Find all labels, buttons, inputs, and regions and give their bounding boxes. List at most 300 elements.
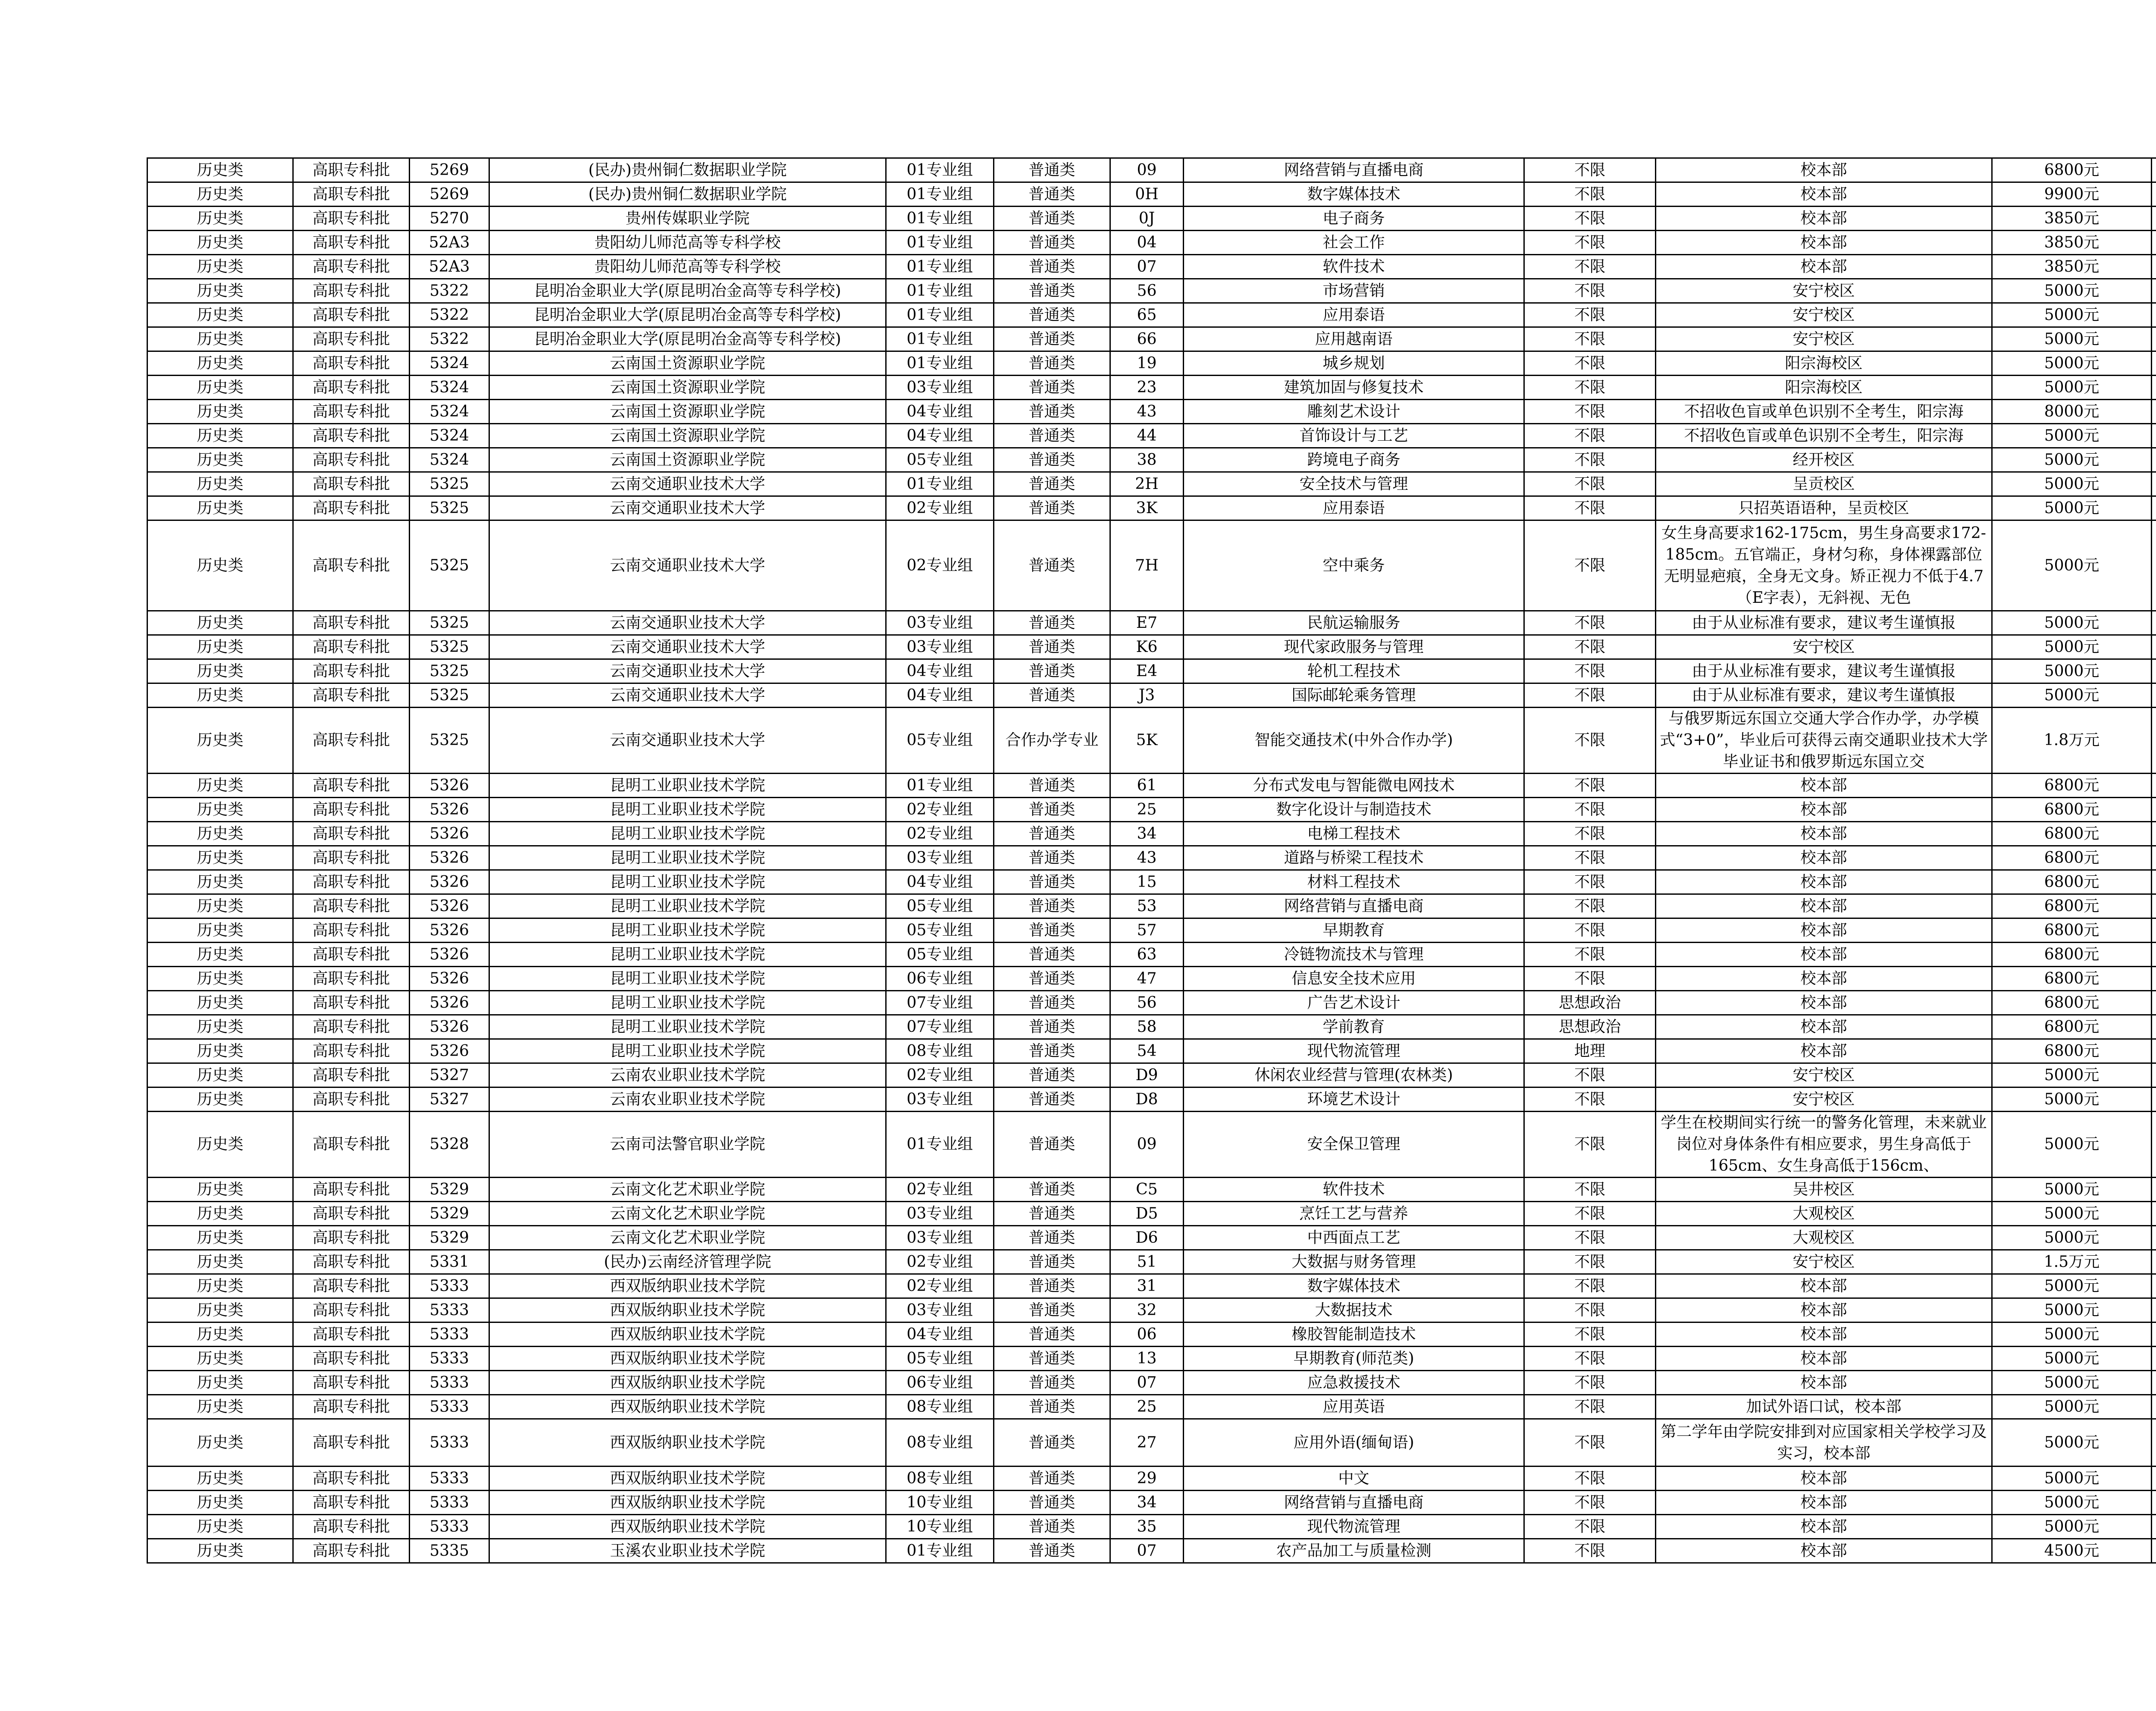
major-group-cell: 01专业组 — [886, 1112, 994, 1178]
remarks-cell: 安宁校区 — [1656, 327, 1992, 351]
subject-requirement-cell: 不限 — [1524, 1226, 1656, 1250]
plan-count-cell — [2152, 683, 2156, 708]
batch-cell: 高职专科批 — [293, 1226, 410, 1250]
tuition-cell: 5000元 — [1992, 376, 2152, 400]
table-body — [147, 158, 2156, 1563]
plan-count-cell — [2152, 472, 2156, 496]
table-row — [147, 1063, 2156, 1087]
table-row — [147, 611, 2156, 635]
plan-count-cell — [2152, 635, 2156, 659]
plan-count-cell — [2152, 279, 2156, 303]
major-code-cell: 25 — [1110, 798, 1184, 822]
plan-count-cell — [2152, 1322, 2156, 1347]
school-name-cell: 昆明工业职业技术学院 — [489, 991, 886, 1015]
plan-count-cell — [2152, 870, 2156, 894]
school-code-cell: 5333 — [410, 1419, 489, 1467]
table-row — [147, 798, 2156, 822]
major-group-cell: 02专业组 — [886, 1274, 994, 1298]
major-code-cell: K6 — [1110, 635, 1184, 659]
major-code-cell: 07 — [1110, 1539, 1184, 1563]
school-name-cell: (民办)云南经济管理学院 — [489, 1250, 886, 1274]
school-name-cell: (民办)贵州铜仁数据职业学院 — [489, 158, 886, 182]
remarks-cell: 校本部 — [1656, 798, 1992, 822]
major-group-cell: 04专业组 — [886, 659, 994, 683]
batch-cell: 高职专科批 — [293, 870, 410, 894]
major-name-cell: 电子商务 — [1184, 207, 1524, 231]
remarks-text: 第二学年由学院安排到对应国家相关学校学习及实习，校本部 — [1661, 1423, 1987, 1462]
subject-requirement-cell: 不限 — [1524, 822, 1656, 846]
category-cell: 普通类 — [994, 1039, 1110, 1063]
school-code-cell: 5326 — [410, 846, 489, 870]
remarks-cell: 校本部 — [1656, 1298, 1992, 1322]
school-code-cell: 5333 — [410, 1515, 489, 1539]
school-code-cell: 5325 — [410, 611, 489, 635]
major-name-cell: 学前教育 — [1184, 1015, 1524, 1039]
school-name-cell: 云南国土资源职业学院 — [489, 351, 886, 376]
batch-cell: 高职专科批 — [293, 376, 410, 400]
major-name-cell: 建筑加固与修复技术 — [1184, 376, 1524, 400]
subject-requirement-cell: 不限 — [1524, 1419, 1656, 1467]
major-group-cell: 01专业组 — [886, 207, 994, 231]
category-cell: 普通类 — [994, 1112, 1110, 1178]
remarks-cell: 安宁校区 — [1656, 303, 1992, 327]
major-code-cell: 32 — [1110, 1298, 1184, 1322]
major-name-cell: 民航运输服务 — [1184, 611, 1524, 635]
remarks-cell: 只招英语语种，呈贡校区 — [1656, 496, 1992, 520]
table-row — [147, 448, 2156, 472]
batch-cell: 高职专科批 — [293, 351, 410, 376]
plan-count-cell — [2152, 798, 2156, 822]
major-group-cell: 06专业组 — [886, 967, 994, 991]
batch-cell: 高职专科批 — [293, 1322, 410, 1347]
batch-cell: 高职专科批 — [293, 520, 410, 611]
school-name-cell: 昆明工业职业技术学院 — [489, 774, 886, 798]
category-cell: 普通类 — [994, 303, 1110, 327]
school-name-cell: 云南文化艺术职业学院 — [489, 1226, 886, 1250]
category-cell: 普通类 — [994, 231, 1110, 255]
category-cell: 普通类 — [994, 611, 1110, 635]
subject-requirement-cell: 不限 — [1524, 967, 1656, 991]
major-name-cell: 应用外语(缅甸语) — [1184, 1419, 1524, 1467]
major-code-cell: 5K — [1110, 708, 1184, 774]
plan-count-cell — [2152, 1347, 2156, 1371]
major-code-cell: 0H — [1110, 182, 1184, 207]
school-name-cell: 西双版纳职业技术学院 — [489, 1322, 886, 1347]
subject-requirement-cell: 不限 — [1524, 1202, 1656, 1226]
subject-category-cell: 历史类 — [147, 1039, 293, 1063]
major-name-cell: 网络营销与直播电商 — [1184, 894, 1524, 918]
subject-category-cell: 历史类 — [147, 1371, 293, 1395]
major-group-cell: 02专业组 — [886, 496, 994, 520]
category-cell: 普通类 — [994, 327, 1110, 351]
batch-cell: 高职专科批 — [293, 400, 410, 424]
table-row — [147, 351, 2156, 376]
remarks-text: 学生在校期间实行统一的警务化管理，未来就业岗位对身体条件有相应要求，男生身高低于165cm、女生身高低于156cm、 — [1661, 1114, 1987, 1175]
tuition-cell: 8000元 — [1992, 400, 2152, 424]
major-name-cell: 电梯工程技术 — [1184, 822, 1524, 846]
major-group-cell: 03专业组 — [886, 1087, 994, 1112]
school-name-cell: 云南交通职业技术大学 — [489, 472, 886, 496]
major-group-cell: 01专业组 — [886, 351, 994, 376]
plan-count-cell — [2152, 659, 2156, 683]
remarks-cell: 校本部 — [1656, 182, 1992, 207]
tuition-cell: 5000元 — [1992, 1274, 2152, 1298]
major-name-cell: 中文 — [1184, 1467, 1524, 1491]
subject-category-cell: 历史类 — [147, 1347, 293, 1371]
subject-category-cell: 历史类 — [147, 424, 293, 448]
major-code-cell: 13 — [1110, 1347, 1184, 1371]
plan-count-cell — [2152, 1112, 2156, 1178]
batch-cell: 高职专科批 — [293, 846, 410, 870]
subject-category-cell: 历史类 — [147, 822, 293, 846]
major-code-cell: E4 — [1110, 659, 1184, 683]
batch-cell: 高职专科批 — [293, 1063, 410, 1087]
table-row — [147, 231, 2156, 255]
major-code-cell: 31 — [1110, 1274, 1184, 1298]
remarks-cell: 不招收色盲或单色识别不全考生，阳宗海 — [1656, 400, 1992, 424]
category-cell: 合作办学专业 — [994, 708, 1110, 774]
remarks-cell: 校本部 — [1656, 255, 1992, 279]
major-name-cell: 广告艺术设计 — [1184, 991, 1524, 1015]
major-group-cell: 03专业组 — [886, 846, 994, 870]
subject-requirement-cell: 不限 — [1524, 279, 1656, 303]
batch-cell: 高职专科批 — [293, 683, 410, 708]
major-code-cell: 54 — [1110, 1039, 1184, 1063]
plan-count-cell — [2152, 611, 2156, 635]
subject-requirement-cell: 不限 — [1524, 207, 1656, 231]
plan-count-cell — [2152, 182, 2156, 207]
batch-cell: 高职专科批 — [293, 774, 410, 798]
remarks-cell: 校本部 — [1656, 943, 1992, 967]
subject-category-cell: 历史类 — [147, 991, 293, 1015]
category-cell: 普通类 — [994, 1515, 1110, 1539]
subject-category-cell: 历史类 — [147, 774, 293, 798]
table-row — [147, 1347, 2156, 1371]
school-code-cell: 5329 — [410, 1178, 489, 1202]
tuition-cell: 5000元 — [1992, 1178, 2152, 1202]
tuition-cell: 6800元 — [1992, 1039, 2152, 1063]
table-row — [147, 303, 2156, 327]
school-code-cell: 5325 — [410, 635, 489, 659]
subject-category-cell: 历史类 — [147, 279, 293, 303]
plan-count-cell — [2152, 1515, 2156, 1539]
subject-category-cell: 历史类 — [147, 520, 293, 611]
major-group-cell: 04专业组 — [886, 424, 994, 448]
major-group-cell: 02专业组 — [886, 822, 994, 846]
category-cell: 普通类 — [994, 182, 1110, 207]
plan-count-cell — [2152, 448, 2156, 472]
tuition-cell: 9900元 — [1992, 182, 2152, 207]
subject-requirement-cell: 不限 — [1524, 303, 1656, 327]
batch-cell: 高职专科批 — [293, 1015, 410, 1039]
subject-category-cell: 历史类 — [147, 327, 293, 351]
school-name-cell: 昆明工业职业技术学院 — [489, 846, 886, 870]
batch-cell: 高职专科批 — [293, 255, 410, 279]
batch-cell: 高职专科批 — [293, 943, 410, 967]
tuition-cell: 6800元 — [1992, 158, 2152, 182]
subject-category-cell: 历史类 — [147, 1467, 293, 1491]
major-group-cell: 03专业组 — [886, 376, 994, 400]
tuition-cell: 5000元 — [1992, 303, 2152, 327]
major-group-cell: 03专业组 — [886, 1226, 994, 1250]
remarks-cell: 校本部 — [1656, 1039, 1992, 1063]
table-row — [147, 279, 2156, 303]
school-name-cell: 贵阳幼儿师范高等专科学校 — [489, 231, 886, 255]
school-code-cell: 5326 — [410, 967, 489, 991]
plan-count-cell — [2152, 520, 2156, 611]
tuition-cell: 5000元 — [1992, 1063, 2152, 1087]
subject-category-cell: 历史类 — [147, 182, 293, 207]
major-group-cell: 01专业组 — [886, 303, 994, 327]
plan-count-cell — [2152, 496, 2156, 520]
remarks-cell: 校本部 — [1656, 846, 1992, 870]
school-name-cell: 玉溪农业职业技术学院 — [489, 1539, 886, 1563]
major-code-cell: 29 — [1110, 1467, 1184, 1491]
subject-category-cell: 历史类 — [147, 1491, 293, 1515]
table-row — [147, 1491, 2156, 1515]
major-group-cell: 08专业组 — [886, 1419, 994, 1467]
plan-count-cell — [2152, 1491, 2156, 1515]
plan-count-cell — [2152, 708, 2156, 774]
table-row — [147, 635, 2156, 659]
major-group-cell: 03专业组 — [886, 1202, 994, 1226]
subject-category-cell: 历史类 — [147, 894, 293, 918]
major-name-cell: 环境艺术设计 — [1184, 1087, 1524, 1112]
major-group-cell: 05专业组 — [886, 894, 994, 918]
major-group-cell: 03专业组 — [886, 611, 994, 635]
subject-requirement-cell: 不限 — [1524, 798, 1656, 822]
table-row — [147, 1178, 2156, 1202]
subject-category-cell: 历史类 — [147, 400, 293, 424]
major-code-cell: 09 — [1110, 158, 1184, 182]
major-code-cell: 65 — [1110, 303, 1184, 327]
school-name-cell: 西双版纳职业技术学院 — [489, 1491, 886, 1515]
batch-cell: 高职专科批 — [293, 1178, 410, 1202]
major-code-cell: 47 — [1110, 967, 1184, 991]
tuition-cell: 1.8万元 — [1992, 708, 2152, 774]
subject-category-cell: 历史类 — [147, 1322, 293, 1347]
subject-requirement-cell: 不限 — [1524, 1515, 1656, 1539]
remarks-cell: 大观校区 — [1656, 1202, 1992, 1226]
plan-count-cell — [2152, 822, 2156, 846]
school-code-cell: 5328 — [410, 1112, 489, 1178]
batch-cell: 高职专科批 — [293, 231, 410, 255]
tuition-cell: 1.5万元 — [1992, 1250, 2152, 1274]
major-name-cell: 软件技术 — [1184, 255, 1524, 279]
category-cell: 普通类 — [994, 1322, 1110, 1347]
category-cell: 普通类 — [994, 991, 1110, 1015]
school-name-cell: 昆明工业职业技术学院 — [489, 1039, 886, 1063]
category-cell: 普通类 — [994, 448, 1110, 472]
tuition-cell: 3850元 — [1992, 255, 2152, 279]
school-name-cell: 云南文化艺术职业学院 — [489, 1178, 886, 1202]
category-cell: 普通类 — [994, 846, 1110, 870]
category-cell: 普通类 — [994, 400, 1110, 424]
batch-cell: 高职专科批 — [293, 424, 410, 448]
major-group-cell: 06专业组 — [886, 1371, 994, 1395]
subject-requirement-cell: 不限 — [1524, 158, 1656, 182]
major-group-cell: 01专业组 — [886, 472, 994, 496]
category-cell: 普通类 — [994, 798, 1110, 822]
category-cell: 普通类 — [994, 822, 1110, 846]
plan-count-cell — [2152, 1015, 2156, 1039]
subject-category-cell: 历史类 — [147, 798, 293, 822]
tuition-cell: 6800元 — [1992, 822, 2152, 846]
table-row — [147, 1395, 2156, 1419]
plan-count-cell — [2152, 1087, 2156, 1112]
school-name-cell: 昆明工业职业技术学院 — [489, 822, 886, 846]
plan-count-cell — [2152, 967, 2156, 991]
school-code-cell: 5326 — [410, 894, 489, 918]
major-name-cell: 大数据与财务管理 — [1184, 1250, 1524, 1274]
batch-cell: 高职专科批 — [293, 158, 410, 182]
plan-count-cell — [2152, 1371, 2156, 1395]
major-name-cell: 轮机工程技术 — [1184, 659, 1524, 683]
major-name-cell: 网络营销与直播电商 — [1184, 1491, 1524, 1515]
category-cell: 普通类 — [994, 472, 1110, 496]
major-name-cell: 现代家政服务与管理 — [1184, 635, 1524, 659]
major-code-cell: 35 — [1110, 1515, 1184, 1539]
subject-category-cell: 历史类 — [147, 708, 293, 774]
subject-category-cell: 历史类 — [147, 1112, 293, 1178]
remarks-cell: 校本部 — [1656, 1322, 1992, 1347]
school-name-cell: 云南国土资源职业学院 — [489, 448, 886, 472]
tuition-cell: 5000元 — [1992, 1298, 2152, 1322]
category-cell: 普通类 — [994, 1087, 1110, 1112]
school-name-cell: 西双版纳职业技术学院 — [489, 1395, 886, 1419]
tuition-cell: 6800元 — [1992, 1015, 2152, 1039]
major-group-cell: 01专业组 — [886, 774, 994, 798]
school-code-cell: 5322 — [410, 303, 489, 327]
major-name-cell: 应急救援技术 — [1184, 1371, 1524, 1395]
subject-requirement-cell: 不限 — [1524, 376, 1656, 400]
school-name-cell: 西双版纳职业技术学院 — [489, 1515, 886, 1539]
remarks-cell — [1656, 1112, 1992, 1178]
major-code-cell: 09 — [1110, 1112, 1184, 1178]
major-group-cell: 03专业组 — [886, 1298, 994, 1322]
school-code-cell: 52A3 — [410, 255, 489, 279]
table-row — [147, 1039, 2156, 1063]
major-code-cell: 04 — [1110, 231, 1184, 255]
school-code-cell: 5326 — [410, 1039, 489, 1063]
remarks-cell: 校本部 — [1656, 1371, 1992, 1395]
major-name-cell: 数字媒体技术 — [1184, 1274, 1524, 1298]
table-row — [147, 1371, 2156, 1395]
major-code-cell: 38 — [1110, 448, 1184, 472]
major-name-cell: 大数据技术 — [1184, 1298, 1524, 1322]
table-row — [147, 424, 2156, 448]
school-name-cell: 云南国土资源职业学院 — [489, 400, 886, 424]
subject-category-cell: 历史类 — [147, 496, 293, 520]
major-code-cell: 66 — [1110, 327, 1184, 351]
remarks-text: 女生身高要求162-175cm，男生身高要求172-185cm。五官端正，身材匀称，身体裸露部位无明显疤痕，全身无文身。矫正视力不低于4.7（E字表），无斜视、无色 — [1661, 524, 1986, 607]
major-name-cell: 跨境电子商务 — [1184, 448, 1524, 472]
tuition-cell: 6800元 — [1992, 774, 2152, 798]
table-row — [147, 1226, 2156, 1250]
plan-count-cell — [2152, 424, 2156, 448]
remarks-cell: 由于从业标准有要求，建议考生谨慎报 — [1656, 683, 1992, 708]
school-name-cell: 昆明工业职业技术学院 — [489, 798, 886, 822]
major-name-cell: 数字化设计与制造技术 — [1184, 798, 1524, 822]
batch-cell: 高职专科批 — [293, 1419, 410, 1467]
table-row — [147, 659, 2156, 683]
remarks-cell: 由于从业标准有要求，建议考生谨慎报 — [1656, 659, 1992, 683]
remarks-cell: 校本部 — [1656, 822, 1992, 846]
category-cell: 普通类 — [994, 1395, 1110, 1419]
school-name-cell: 昆明工业职业技术学院 — [489, 870, 886, 894]
category-cell: 普通类 — [994, 1202, 1110, 1226]
category-cell: 普通类 — [994, 1467, 1110, 1491]
table-row — [147, 1250, 2156, 1274]
major-name-cell: 空中乘务 — [1184, 520, 1524, 611]
table-row — [147, 967, 2156, 991]
subject-category-cell: 历史类 — [147, 967, 293, 991]
plan-count-cell — [2152, 1395, 2156, 1419]
plan-count-cell — [2152, 918, 2156, 943]
category-cell: 普通类 — [994, 1539, 1110, 1563]
remarks-cell — [1656, 1419, 1992, 1467]
batch-cell: 高职专科批 — [293, 635, 410, 659]
subject-category-cell: 历史类 — [147, 943, 293, 967]
table-row — [147, 846, 2156, 870]
plan-count-cell — [2152, 327, 2156, 351]
tuition-cell: 5000元 — [1992, 683, 2152, 708]
major-code-cell: D9 — [1110, 1063, 1184, 1087]
major-name-cell: 首饰设计与工艺 — [1184, 424, 1524, 448]
major-code-cell: 06 — [1110, 1322, 1184, 1347]
tuition-cell: 5000元 — [1992, 1347, 2152, 1371]
batch-cell: 高职专科批 — [293, 472, 410, 496]
table-row — [147, 774, 2156, 798]
school-code-cell: 5326 — [410, 774, 489, 798]
school-code-cell: 5325 — [410, 659, 489, 683]
subject-category-cell: 历史类 — [147, 1087, 293, 1112]
category-cell: 普通类 — [994, 635, 1110, 659]
table-row — [147, 1467, 2156, 1491]
major-name-cell: 橡胶智能制造技术 — [1184, 1322, 1524, 1347]
subject-requirement-cell: 不限 — [1524, 1087, 1656, 1112]
subject-category-cell: 历史类 — [147, 846, 293, 870]
school-code-cell: 52A3 — [410, 231, 489, 255]
tuition-cell: 6800元 — [1992, 798, 2152, 822]
subject-requirement-cell: 不限 — [1524, 1250, 1656, 1274]
subject-requirement-cell: 不限 — [1524, 327, 1656, 351]
school-name-cell: 云南交通职业技术大学 — [489, 659, 886, 683]
plan-count-cell — [2152, 303, 2156, 327]
major-group-cell: 08专业组 — [886, 1467, 994, 1491]
batch-cell: 高职专科批 — [293, 822, 410, 846]
subject-requirement-cell: 不限 — [1524, 1467, 1656, 1491]
school-code-cell: 5333 — [410, 1467, 489, 1491]
plan-count-cell — [2152, 158, 2156, 182]
subject-category-cell: 历史类 — [147, 683, 293, 708]
batch-cell: 高职专科批 — [293, 303, 410, 327]
major-name-cell: 社会工作 — [1184, 231, 1524, 255]
plan-count-cell — [2152, 207, 2156, 231]
school-name-cell: 西双版纳职业技术学院 — [489, 1419, 886, 1467]
category-cell: 普通类 — [994, 1015, 1110, 1039]
major-code-cell: J3 — [1110, 683, 1184, 708]
major-code-cell: D8 — [1110, 1087, 1184, 1112]
school-name-cell: 西双版纳职业技术学院 — [489, 1274, 886, 1298]
subject-requirement-cell: 不限 — [1524, 1395, 1656, 1419]
table-row — [147, 1322, 2156, 1347]
subject-requirement-cell: 不限 — [1524, 1112, 1656, 1178]
subject-category-cell: 历史类 — [147, 158, 293, 182]
subject-category-cell: 历史类 — [147, 303, 293, 327]
school-name-cell: 昆明冶金职业大学(原昆明冶金高等专科学校) — [489, 303, 886, 327]
major-name-cell: 农产品加工与质量检测 — [1184, 1539, 1524, 1563]
